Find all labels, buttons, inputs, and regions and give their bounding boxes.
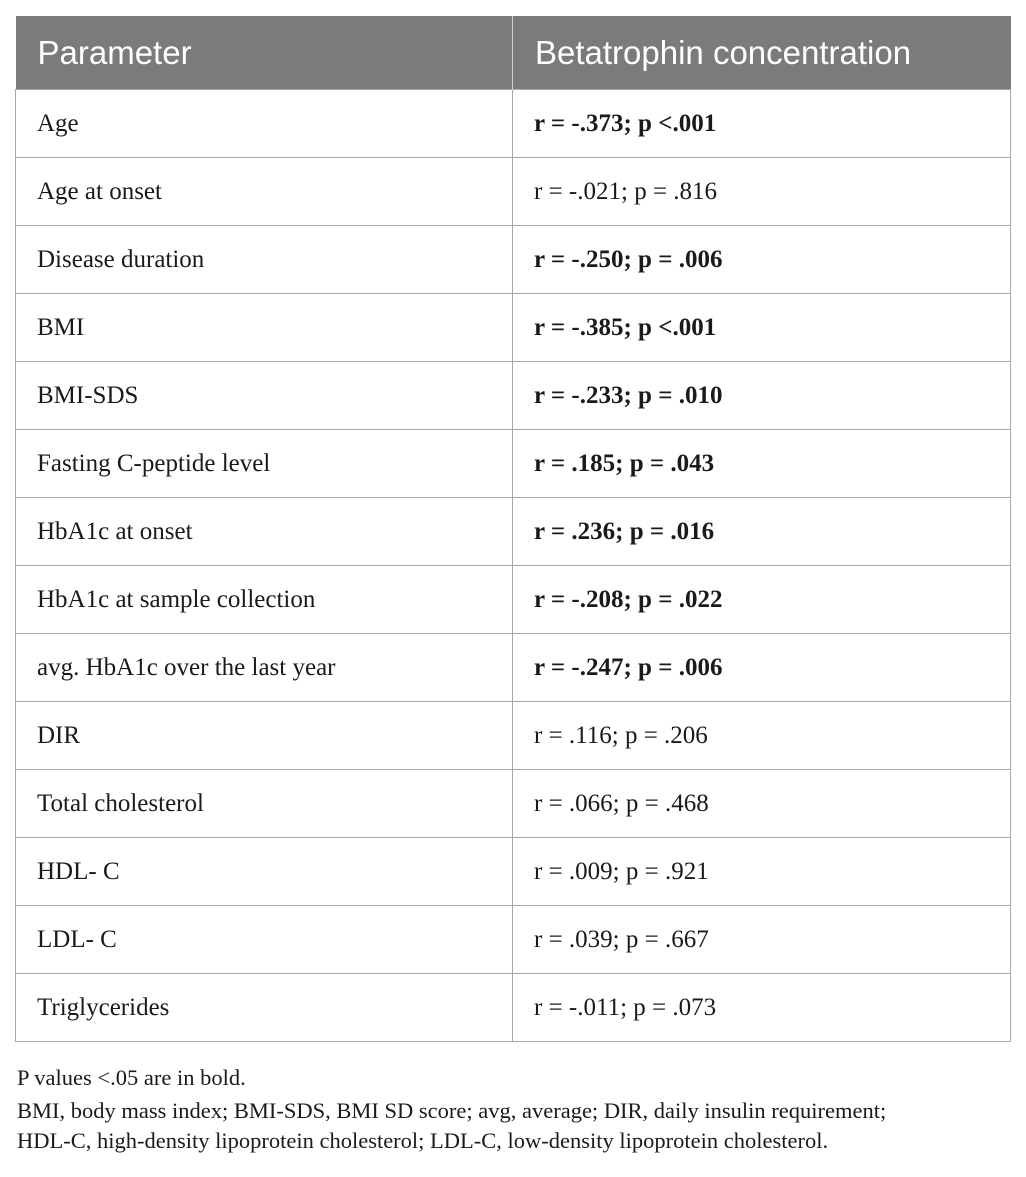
table-row bbox=[16, 974, 1011, 1042]
table-row bbox=[16, 158, 1011, 226]
correlation-cell: r = .185; p = .043 bbox=[513, 430, 1011, 498]
parameter-cell: BMI-SDS bbox=[16, 362, 513, 430]
parameter-cell: LDL- C bbox=[16, 906, 513, 974]
table-row bbox=[16, 838, 1011, 906]
table-header-row bbox=[16, 16, 1011, 90]
table-row bbox=[16, 362, 1011, 430]
table-container bbox=[15, 16, 1010, 1042]
table-row bbox=[16, 498, 1011, 566]
table-row bbox=[16, 226, 1011, 294]
correlation-table bbox=[15, 16, 1011, 1042]
parameter-cell: Total cholesterol bbox=[16, 770, 513, 838]
table-row bbox=[16, 90, 1011, 158]
table-body bbox=[16, 90, 1011, 1042]
correlation-cell: r = .236; p = .016 bbox=[513, 498, 1011, 566]
correlation-cell: r = -.373; p <.001 bbox=[513, 90, 1011, 158]
table-row bbox=[16, 702, 1011, 770]
header-parameter: Parameter bbox=[16, 16, 513, 90]
correlation-cell: r = .066; p = .468 bbox=[513, 770, 1011, 838]
table-row bbox=[16, 294, 1011, 362]
correlation-cell: r = -.250; p = .006 bbox=[513, 226, 1011, 294]
parameter-cell: avg. HbA1c over the last year bbox=[16, 634, 513, 702]
parameter-cell: HbA1c at onset bbox=[16, 498, 513, 566]
parameter-cell: DIR bbox=[16, 702, 513, 770]
table-row bbox=[16, 634, 1011, 702]
footnote-abbreviations-1: BMI, body mass index; BMI-SDS, BMI SD score; avg, average; DIR, daily insulin requirement; bbox=[17, 1098, 887, 1123]
correlation-cell: r = -.385; p <.001 bbox=[513, 294, 1011, 362]
header-betatrophin-concentration: Betatrophin concentration bbox=[513, 16, 1011, 90]
correlation-cell: r = .116; p = .206 bbox=[513, 702, 1011, 770]
footnote-significance: P values <.05 are in bold. bbox=[17, 1065, 246, 1090]
parameter-cell: Disease duration bbox=[16, 226, 513, 294]
correlation-cell: r = -.247; p = .006 bbox=[513, 634, 1011, 702]
table-row bbox=[16, 906, 1011, 974]
parameter-cell: HDL- C bbox=[16, 838, 513, 906]
correlation-cell: r = .009; p = .921 bbox=[513, 838, 1011, 906]
parameter-cell: Age bbox=[16, 90, 513, 158]
table-row bbox=[16, 430, 1011, 498]
parameter-cell: Age at onset bbox=[16, 158, 513, 226]
correlation-cell: r = -.021; p = .816 bbox=[513, 158, 1011, 226]
parameter-cell: BMI bbox=[16, 294, 513, 362]
correlation-cell: r = -.233; p = .010 bbox=[513, 362, 1011, 430]
parameter-cell: HbA1c at sample collection bbox=[16, 566, 513, 634]
parameter-cell: Fasting C-peptide level bbox=[16, 430, 513, 498]
correlation-cell: r = -.208; p = .022 bbox=[513, 566, 1011, 634]
correlation-cell: r = .039; p = .667 bbox=[513, 906, 1011, 974]
table-row bbox=[16, 566, 1011, 634]
table-row bbox=[16, 770, 1011, 838]
footnote-abbreviations-2: HDL-C, high-density lipoprotein cholesterol; LDL-C, low-density lipoprotein cholesterol. bbox=[17, 1128, 829, 1153]
correlation-cell: r = -.011; p = .073 bbox=[513, 974, 1011, 1042]
table-footnotes bbox=[17, 1063, 1017, 1156]
parameter-cell: Triglycerides bbox=[16, 974, 513, 1042]
